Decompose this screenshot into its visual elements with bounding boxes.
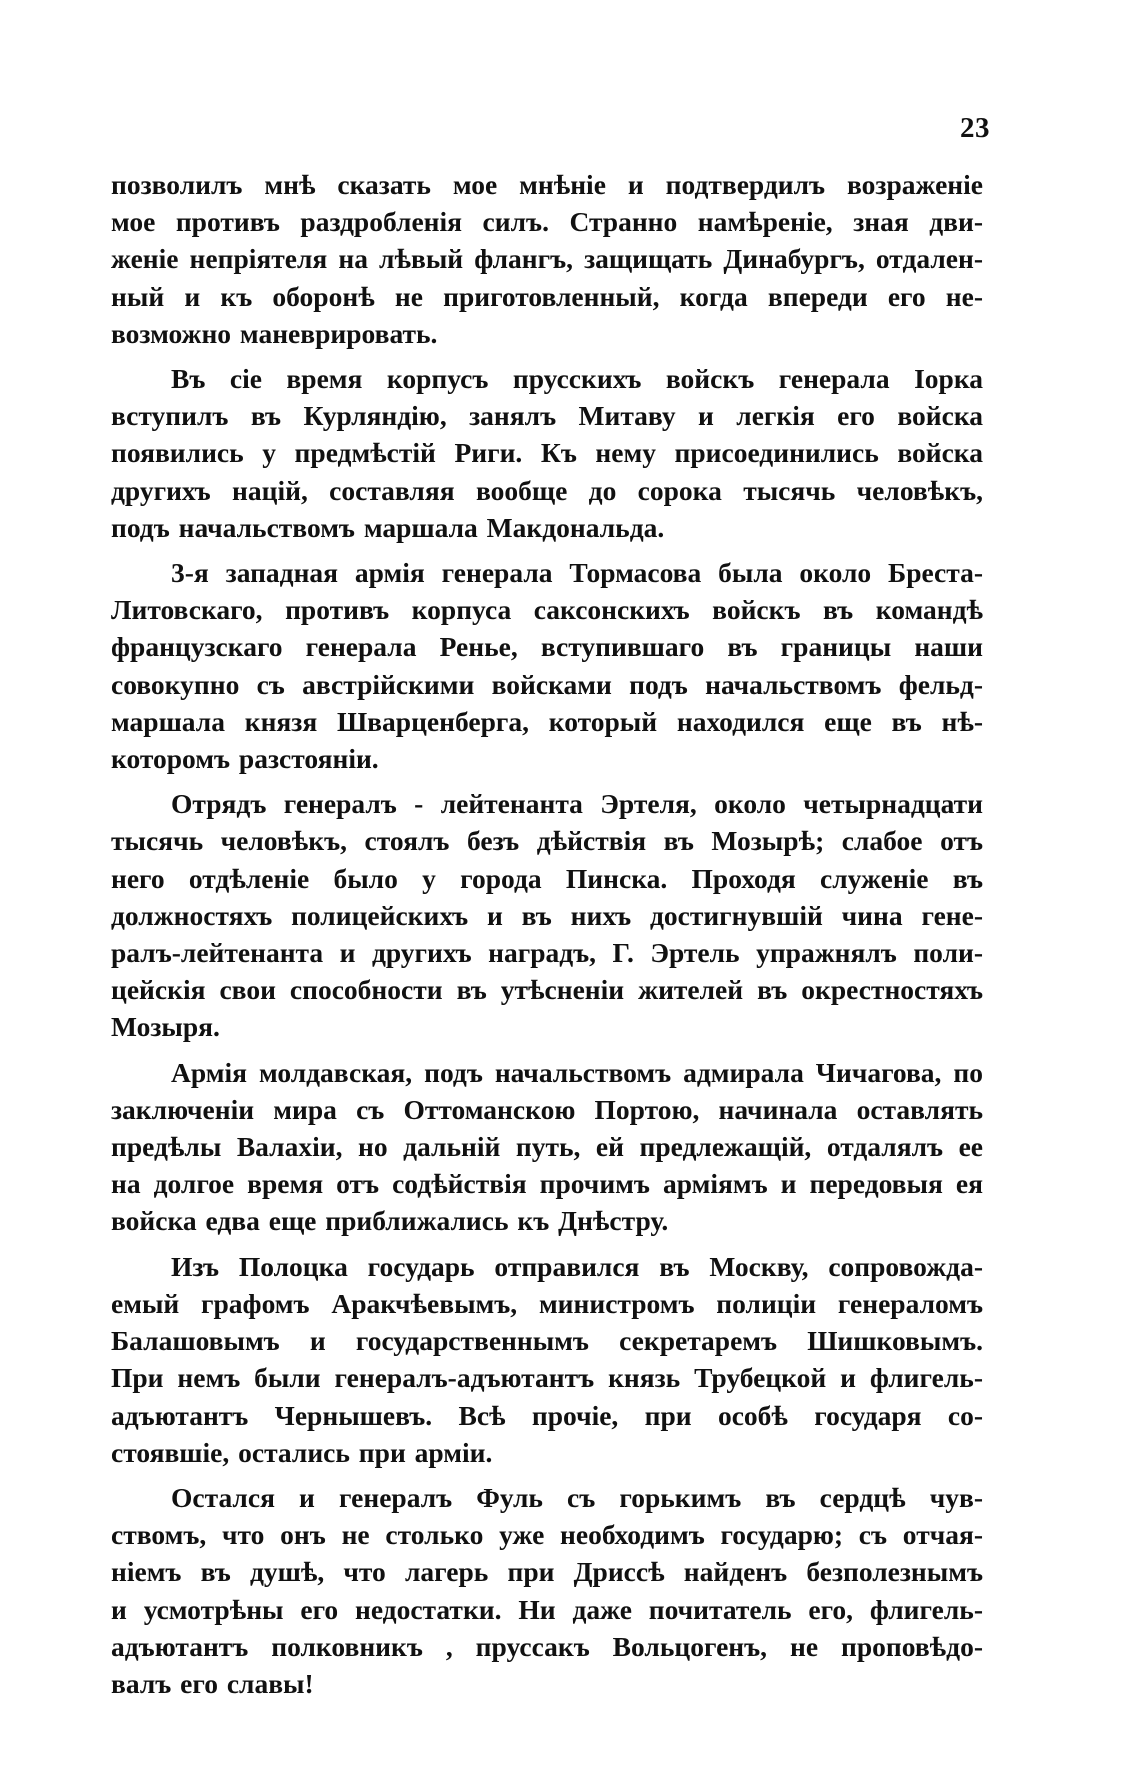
- text-line: ный и къ оборонѣ не приготовленный, когда впереди его не-: [111, 280, 983, 312]
- text-line: и усмотрѣны его недостатки. Ни даже почитатель его, флигель-: [111, 1593, 983, 1625]
- paragraph: [111, 1479, 983, 1702]
- paragraph: [111, 1054, 983, 1240]
- text-line: которомъ разстояніи.: [111, 743, 379, 775]
- text-line: предѣлы Валахіи, но дальній путь, ей предлежащій, отдалялъ ее: [111, 1131, 983, 1163]
- text-line: Литовскаго, противъ корпуса саксонскихъ войскъ въ командѣ: [111, 594, 983, 626]
- text-line: Въ сіе время корпусъ прусскихъ войскъ генерала Іорка: [171, 363, 983, 395]
- body-text: [111, 166, 983, 1710]
- text-line: него отдѣленіе было у города Пинска. Проходя служеніе въ: [111, 862, 983, 894]
- text-line: цейскія свои способности въ утѣсненіи жителей въ окрестностяхъ: [111, 974, 983, 1006]
- text-line: ралъ-лейтенанта и другихъ наградъ, Г. Эртель упражнялъ поли-: [111, 937, 983, 969]
- text-line: Остался и генералъ Фуль съ горькимъ въ сердцѣ чув-: [171, 1481, 983, 1513]
- text-line: маршала князя Шварценберга, который находился еще въ нѣ-: [111, 705, 983, 737]
- text-line: стоявшіе, остались при арміи.: [111, 1436, 493, 1468]
- text-line: другихъ націй, составляя вообще до сорока тысячь человѣкъ,: [111, 474, 983, 506]
- text-line: на долгое время отъ содѣйствія прочимъ арміямъ и передовыя ея: [111, 1168, 983, 1200]
- paragraph: [111, 166, 983, 352]
- paragraph: [111, 785, 983, 1045]
- text-line: появились у предмѣстій Риги. Къ нему присоединились войска: [111, 437, 983, 469]
- text-line: французскаго генерала Ренье, вступившаго въ границы наши: [111, 631, 983, 663]
- text-line: емый графомъ Аракчѣевымъ, министромъ полиціи генераломъ: [111, 1287, 983, 1319]
- text-line: ствомъ, что онъ не столько уже необходимъ государю; съ отчая-: [111, 1519, 983, 1551]
- text-line: Изъ Полоцка государь отправился въ Москву, сопровожда-: [171, 1250, 983, 1282]
- text-line: ніемъ въ душѣ, что лагерь при Дриссѣ найденъ безполезнымъ: [111, 1556, 983, 1588]
- text-line: адъютантъ Чернышевъ. Всѣ прочіе, при особѣ государя со-: [111, 1399, 983, 1431]
- text-line: заключеніи мира съ Оттоманскою Портою, начинала оставлять: [111, 1093, 983, 1125]
- paragraph: [111, 1248, 983, 1471]
- text-line: совокупно съ австрійскими войсками подъ начальствомъ фельд-: [111, 668, 983, 700]
- text-line: возможно маневрировать.: [111, 317, 438, 349]
- text-line: позволилъ мнѣ сказать мое мнѣніе и подтвердилъ возраженіе: [111, 169, 983, 200]
- text-line: Отрядъ генералъ - лейтенанта Эртеля, около четырнадцати: [171, 788, 983, 820]
- paragraph: [111, 360, 983, 546]
- text-line: должностяхъ полицейскихъ и въ нихъ достигнувшій чина гене-: [111, 899, 983, 931]
- text-line: При немъ были генералъ-адъютантъ князь Трубецкой и флигель-: [111, 1362, 983, 1394]
- text-line: мое противъ раздробленія силъ. Странно намѣреніе, зная дви-: [111, 206, 983, 238]
- text-line: 3-я западная армія генерала Тормасова была около Бреста-: [171, 557, 983, 589]
- page-number: 23: [960, 112, 990, 144]
- text-line: адъютантъ полковникъ , пруссакъ Вольцогенъ, не проповѣдо-: [111, 1630, 983, 1662]
- text-line: Мозыря.: [111, 1011, 220, 1043]
- text-line: валъ его славы!: [111, 1667, 314, 1699]
- text-line: Балашовымъ и государственнымъ секретаремъ Шишковымъ.: [111, 1325, 983, 1357]
- paragraph: [111, 554, 983, 777]
- text-line: тысячь человѣкъ, стоялъ безъ дѣйствія въ Мозырѣ; слабое отъ: [111, 825, 983, 857]
- text-line: Армія молдавская, подъ начальствомъ адмирала Чичагова, по: [171, 1056, 983, 1088]
- text-line: подъ начальствомъ маршала Макдональда.: [111, 511, 665, 543]
- text-line: женіе непріятеля на лѣвый флангъ, защищать Динабургъ, отдален-: [111, 243, 983, 275]
- text-line: вступилъ въ Курляндію, занялъ Митаву и легкія его войска: [111, 400, 983, 432]
- text-line: войска едва еще приближались къ Днѣстру.: [111, 1205, 669, 1237]
